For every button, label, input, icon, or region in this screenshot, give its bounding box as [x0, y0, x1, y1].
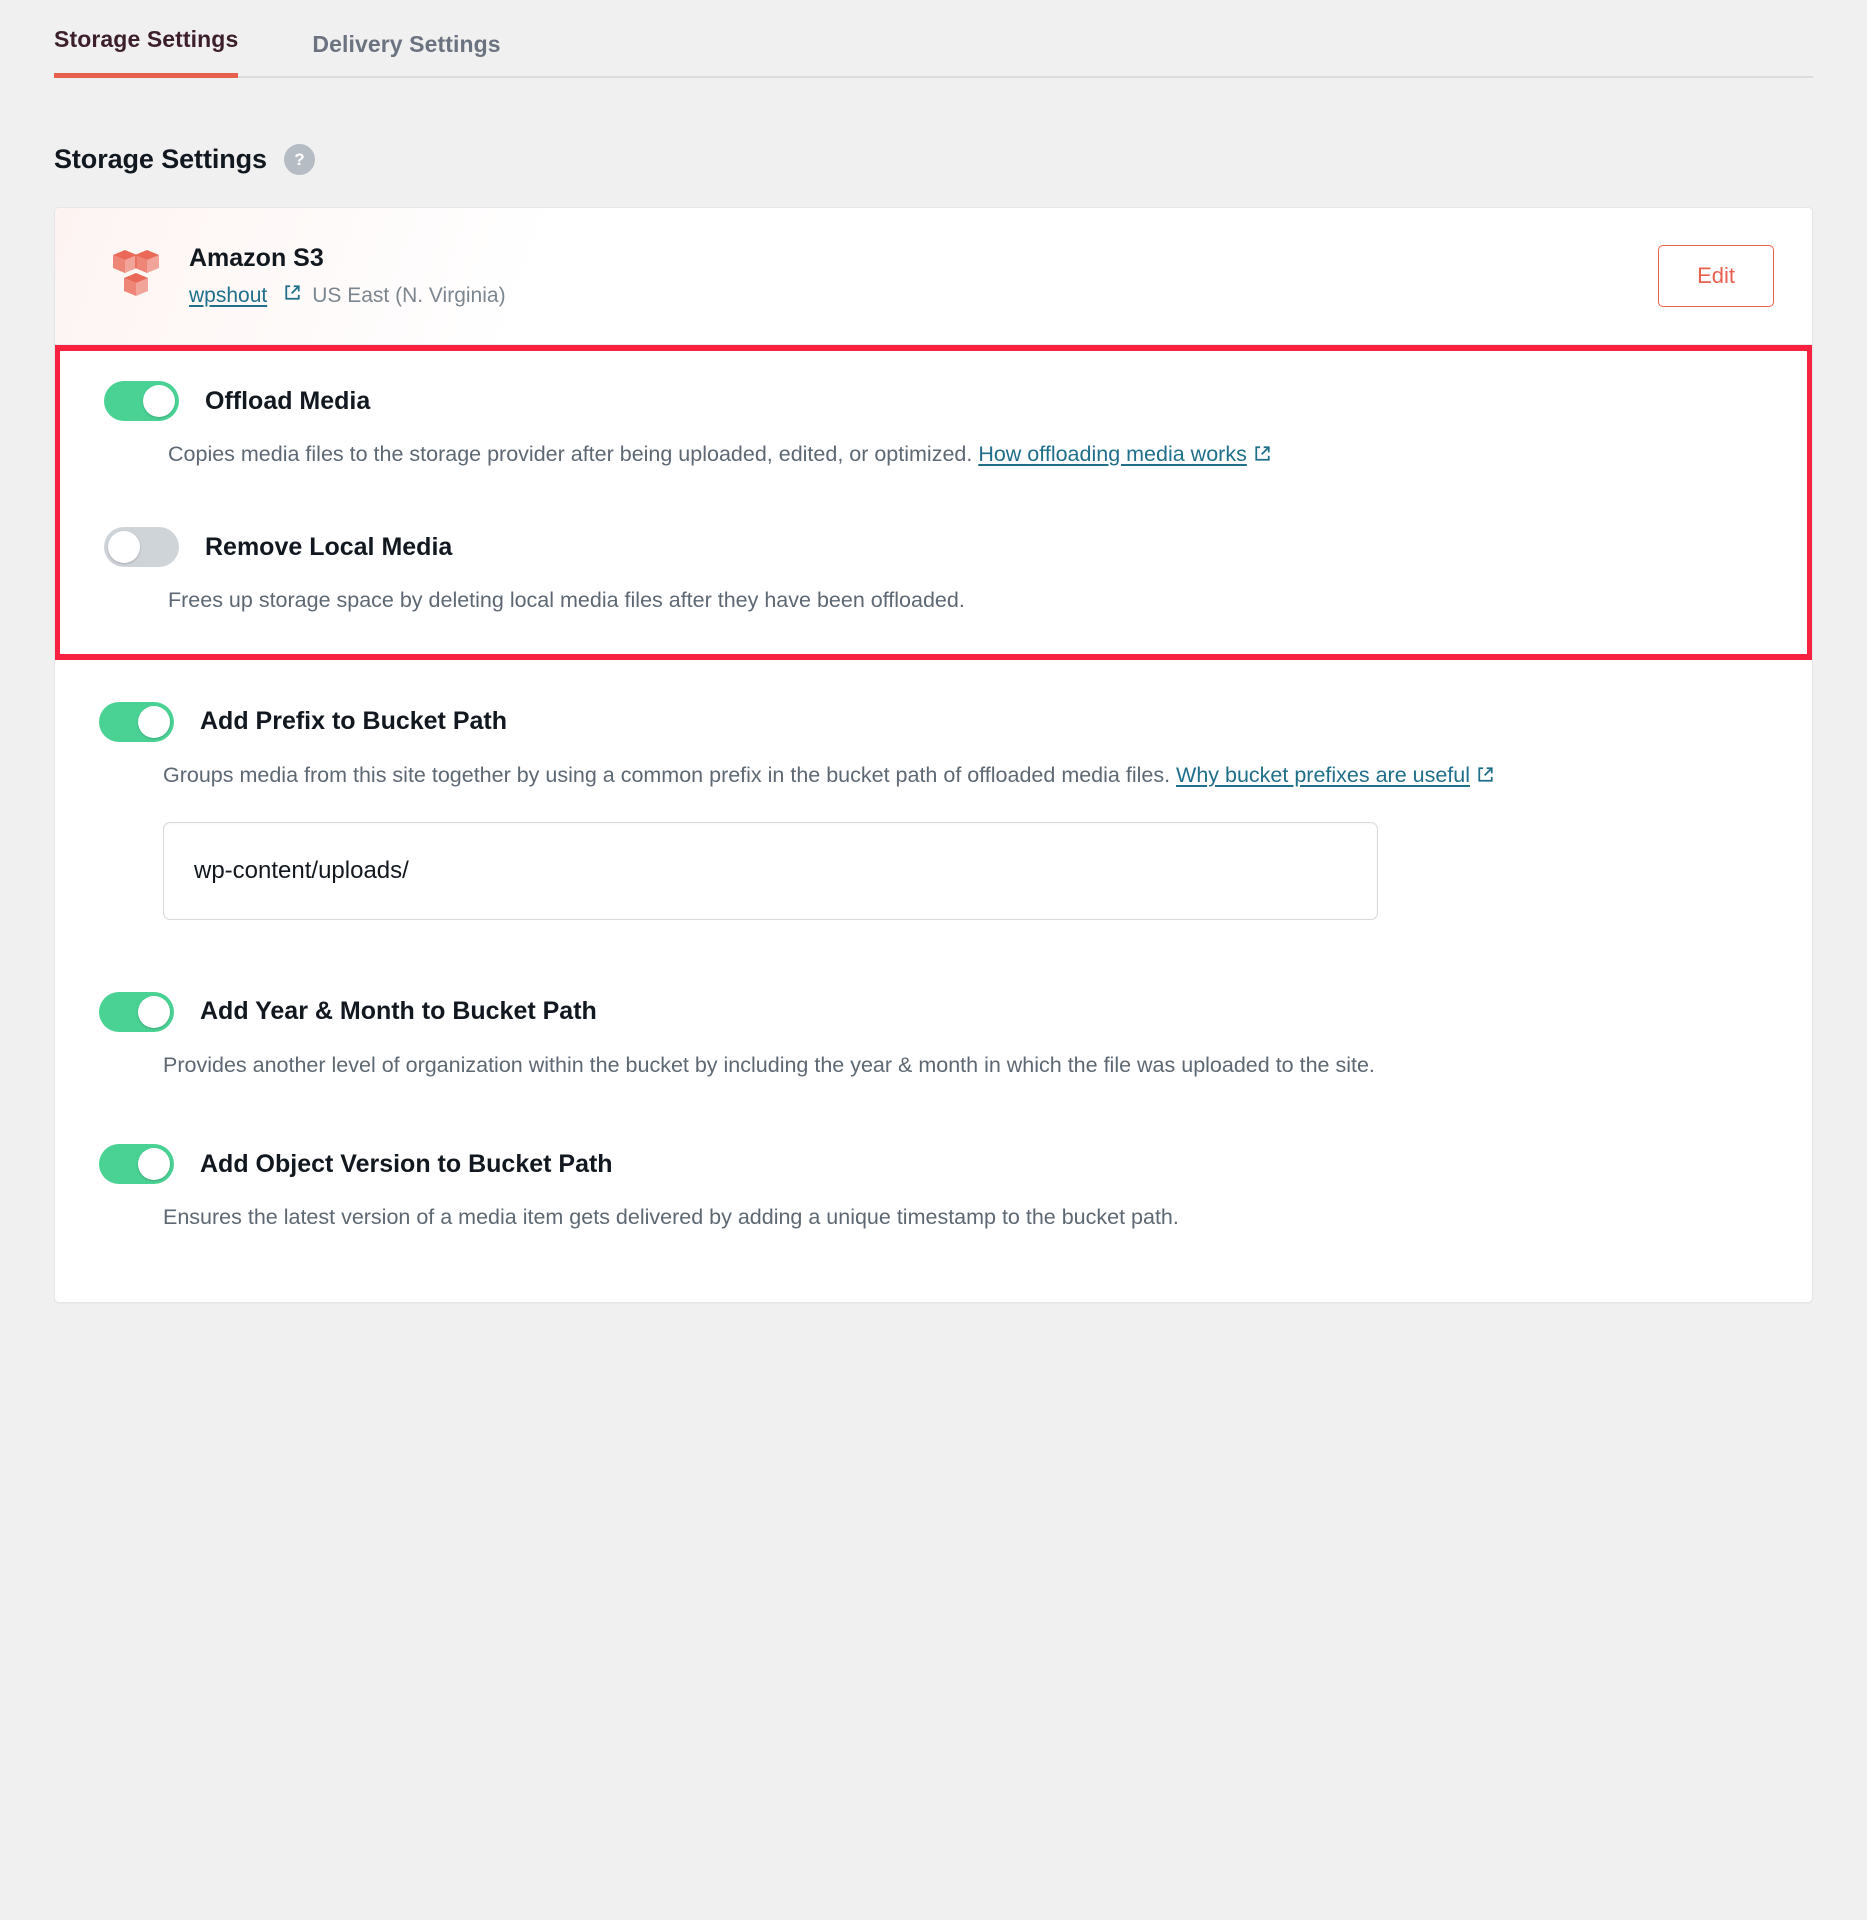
aws-s3-icon — [99, 245, 173, 307]
toggle-add-year-month-to-bucket-path[interactable] — [99, 992, 174, 1032]
edit-provider-button[interactable]: Edit — [1658, 245, 1774, 307]
bucket-link[interactable]: wpshout — [189, 283, 268, 307]
storage-provider-row — [55, 208, 1812, 345]
setting-add-prefix-desc — [163, 756, 1603, 796]
setting-add-prefix-title: Add Prefix to Bucket Path — [200, 707, 507, 736]
setting-add-object-version-desc: Ensures the latest version of a media item gets delivered by adding a unique timestamp to the bucket path. — [163, 1205, 1179, 1230]
setting-remove-local-media-head — [104, 527, 1763, 567]
highlighted-settings-group — [54, 345, 1813, 660]
how-offloading-media-works-link[interactable]: How offloading media works — [978, 442, 1247, 466]
setting-offload-media — [60, 351, 1807, 497]
setting-add-prefix-desc-text: Groups media from this site together by using a common prefix in the bucket path of offloaded media files. — [163, 762, 1177, 787]
bucket-prefix-input[interactable] — [163, 822, 1378, 920]
provider-name: Amazon S3 — [189, 244, 324, 272]
toggle-remove-local-media[interactable] — [104, 527, 179, 567]
setting-remove-local-media — [60, 497, 1807, 653]
external-link-icon — [283, 283, 302, 308]
setting-add-object-version-to-bucket-path — [55, 1106, 1812, 1258]
setting-add-year-month-head — [99, 992, 1768, 1032]
setting-add-prefix-to-bucket-path — [55, 660, 1812, 954]
provider-region: US East (N. Virginia) — [312, 283, 506, 307]
settings-tabs — [54, 0, 1813, 78]
setting-remove-local-media-title: Remove Local Media — [205, 532, 453, 561]
setting-add-object-version-title: Add Object Version to Bucket Path — [200, 1149, 613, 1178]
setting-remove-local-media-desc: Frees up storage space by deleting local media files after they have been offloaded. — [168, 588, 965, 613]
external-link-icon — [1253, 437, 1272, 475]
provider-sub — [189, 283, 1658, 308]
tab-storage-settings[interactable] — [54, 26, 238, 78]
toggle-offload-media[interactable] — [104, 381, 179, 421]
provider-meta — [173, 244, 1658, 308]
setting-add-prefix-head — [99, 702, 1768, 742]
setting-add-year-month-desc: Provides another level of organization within the bucket by including the year & month in which the file was uploaded to the site. — [163, 1052, 1375, 1077]
help-icon[interactable]: ? — [284, 144, 315, 175]
page-title: Storage Settings — [54, 144, 267, 174]
setting-offload-media-title: Offload Media — [205, 386, 371, 415]
toggle-add-prefix-to-bucket-path[interactable] — [99, 702, 174, 742]
card-bottom-spacer — [55, 1258, 1812, 1302]
external-link-icon — [1476, 758, 1495, 796]
setting-add-year-month-to-bucket-path — [55, 954, 1812, 1106]
setting-add-object-version-head — [99, 1144, 1768, 1184]
tab-delivery-settings[interactable] — [312, 31, 500, 78]
setting-add-year-month-title: Add Year & Month to Bucket Path — [200, 997, 597, 1026]
tab-delivery-settings-label: Delivery Settings — [312, 31, 501, 57]
page-bottom-spacer — [54, 1303, 1813, 1361]
tab-storage-settings-label: Storage Settings — [54, 26, 239, 52]
setting-offload-media-head — [104, 381, 1763, 421]
toggle-add-object-version-to-bucket-path[interactable] — [99, 1144, 174, 1184]
setting-offload-media-desc-text: Copies media files to the storage provider after being uploaded, edited, or optimized. — [168, 442, 979, 466]
setting-offload-media-desc — [168, 435, 1608, 475]
section-heading — [54, 144, 1813, 175]
why-bucket-prefixes-link[interactable]: Why bucket prefixes are useful — [1176, 762, 1470, 787]
storage-settings-card — [54, 207, 1813, 1303]
